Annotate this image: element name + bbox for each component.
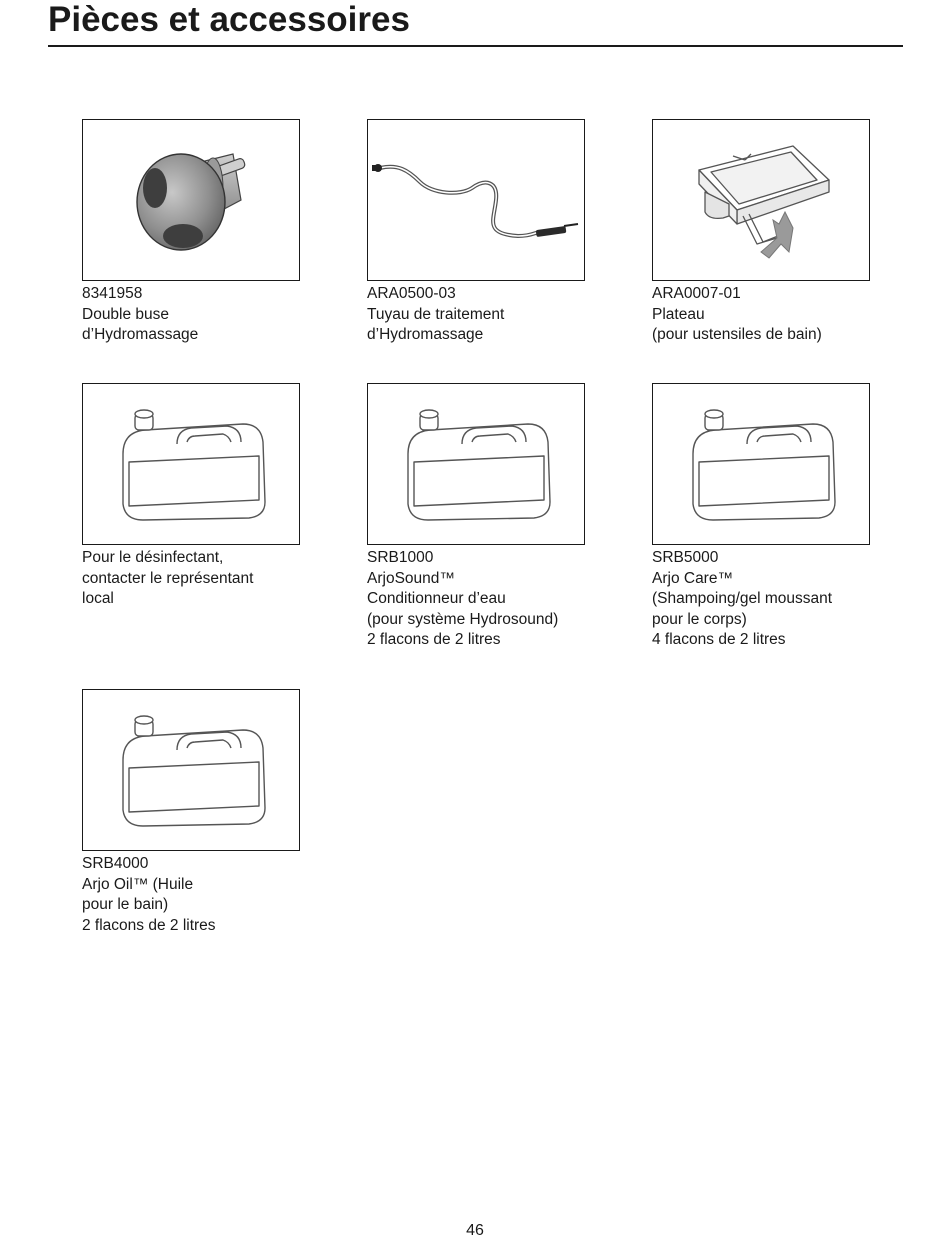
canister-icon	[368, 384, 584, 544]
canister-icon	[83, 690, 299, 850]
caption-line: (Shampoing/gel moussant	[652, 590, 833, 607]
part-item-hose	[367, 119, 647, 346]
caption-line: (pour ustensiles de bain)	[652, 326, 822, 343]
part-caption	[367, 548, 647, 651]
hose-icon	[368, 120, 584, 280]
canister-icon	[653, 384, 869, 544]
part-caption	[82, 854, 362, 936]
part-image-frame	[82, 383, 300, 545]
part-number: 8341958	[82, 285, 143, 302]
tray-icon	[653, 120, 869, 280]
part-caption	[82, 548, 362, 610]
part-image-frame	[652, 383, 870, 545]
part-image-frame	[82, 119, 300, 281]
part-image-frame	[367, 383, 585, 545]
caption-line: (pour système Hydrosound)	[367, 610, 559, 628]
caption-line: contacter le représentant	[82, 569, 254, 587]
caption-line: d’Hydromassage	[82, 326, 199, 343]
part-image-frame	[367, 119, 585, 281]
caption-line: Pour le désinfectant,	[82, 549, 224, 566]
caption-line: 2 flacons de 2 litres	[82, 916, 216, 934]
part-item-disinfectant	[82, 383, 362, 610]
caption-line: 4 flacons de 2 litres	[652, 631, 786, 648]
part-image-frame	[82, 689, 300, 851]
part-item-srb5000	[652, 383, 932, 651]
part-number: SRB4000	[82, 855, 149, 872]
caption-line: pour le corps)	[652, 610, 747, 628]
caption-line: ArjoSound™	[367, 569, 455, 587]
title-divider	[48, 45, 903, 47]
part-number: SRB1000	[367, 549, 434, 566]
part-caption	[652, 548, 932, 651]
caption-line: 2 flacons de 2 litres	[367, 631, 501, 648]
caption-line: Double buse	[82, 305, 170, 323]
caption-line: Plateau	[652, 305, 705, 323]
part-item-tray	[652, 119, 932, 346]
part-caption	[82, 284, 362, 346]
caption-line: Tuyau de traitement	[367, 305, 505, 323]
part-item-jet-nozzle	[82, 119, 362, 346]
part-caption	[367, 284, 647, 346]
canister-icon	[83, 384, 299, 544]
caption-line: pour le bain)	[82, 896, 169, 913]
part-number: ARA0500-03	[367, 285, 456, 302]
part-number: SRB5000	[652, 549, 719, 566]
page-title: Pièces et accessoires	[48, 0, 410, 39]
page-number: 46	[466, 1222, 484, 1239]
part-image-frame	[652, 119, 870, 281]
caption-line: d’Hydromassage	[367, 326, 484, 343]
caption-line: Arjo Care™	[652, 569, 733, 587]
jet-nozzle-icon	[83, 120, 299, 280]
caption-line: Arjo Oil™ (Huile	[82, 875, 194, 893]
part-number: ARA0007-01	[652, 285, 741, 302]
caption-line: Conditionneur d’eau	[367, 590, 506, 607]
part-caption	[652, 284, 932, 346]
caption-line: local	[82, 590, 114, 607]
part-item-srb1000	[367, 383, 647, 651]
part-item-srb4000	[82, 689, 362, 936]
